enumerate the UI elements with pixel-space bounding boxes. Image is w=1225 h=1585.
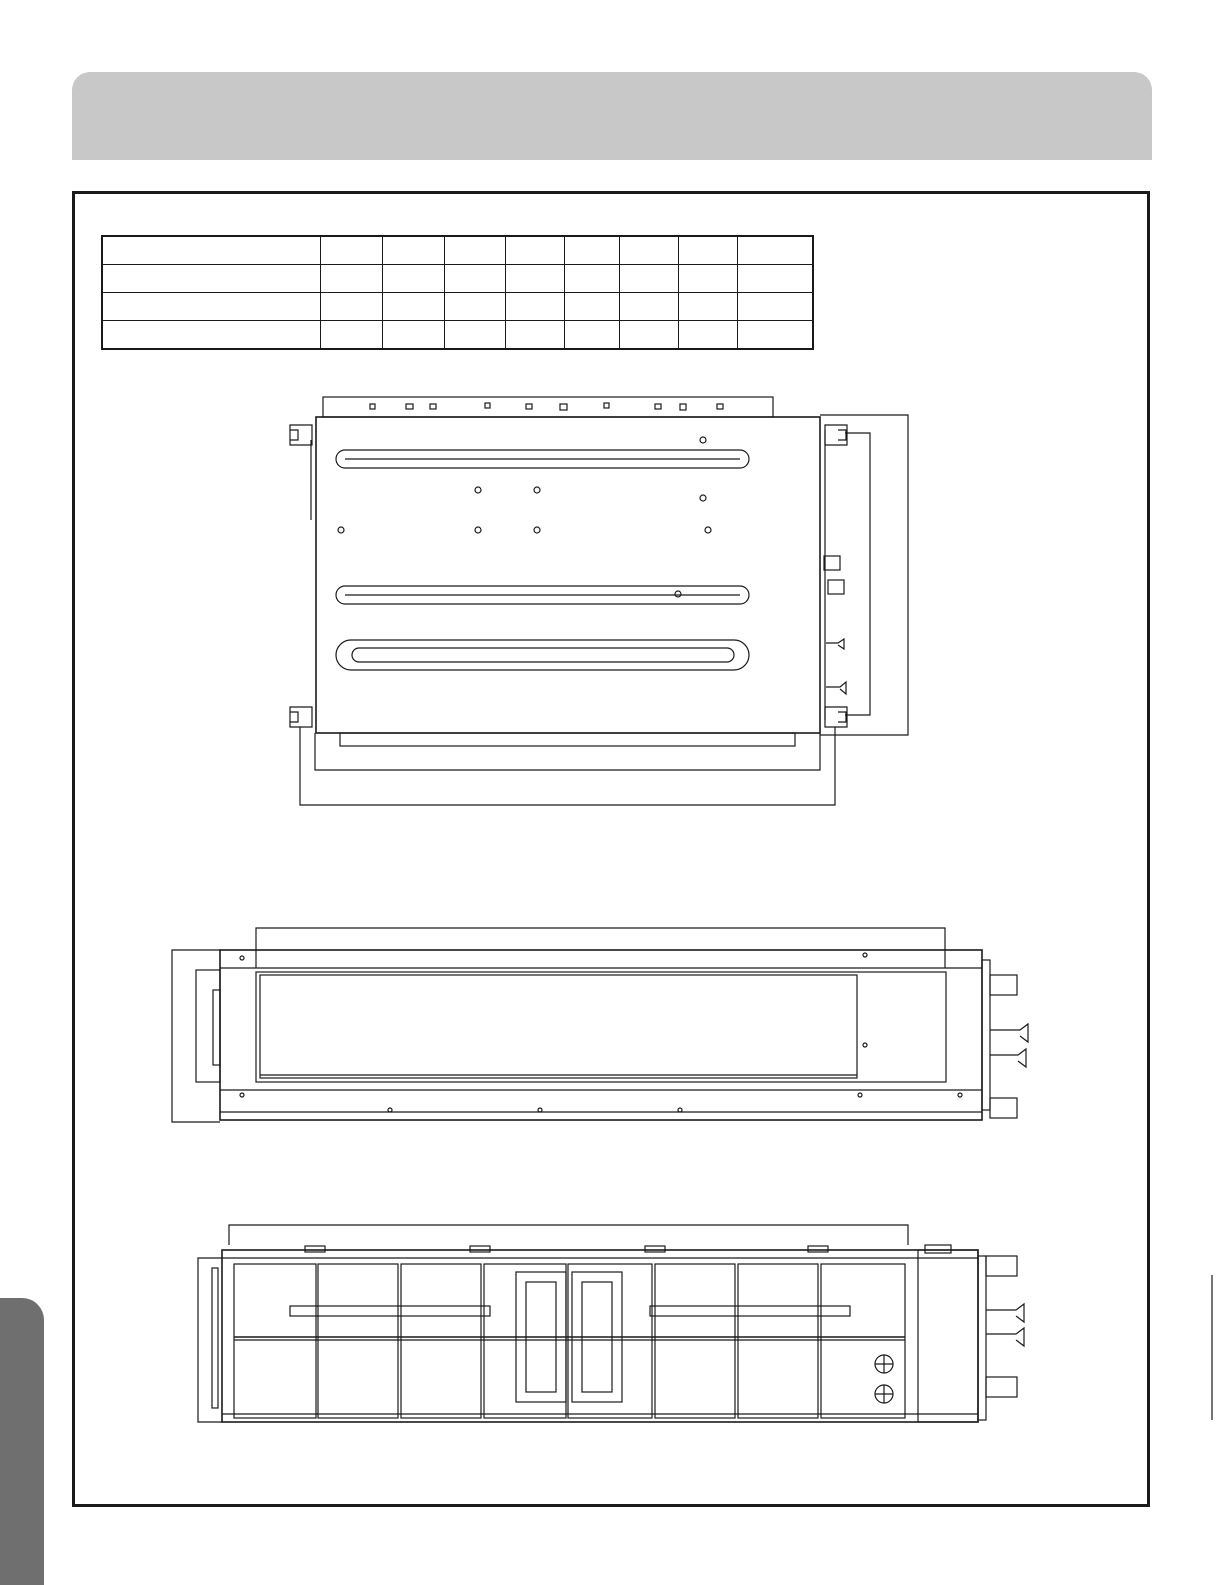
top-view-drawing <box>290 397 908 805</box>
front-view-panel-removed-drawing <box>198 1225 1024 1422</box>
front-view-drawing <box>172 928 1028 1122</box>
side-tab <box>0 1298 44 1585</box>
